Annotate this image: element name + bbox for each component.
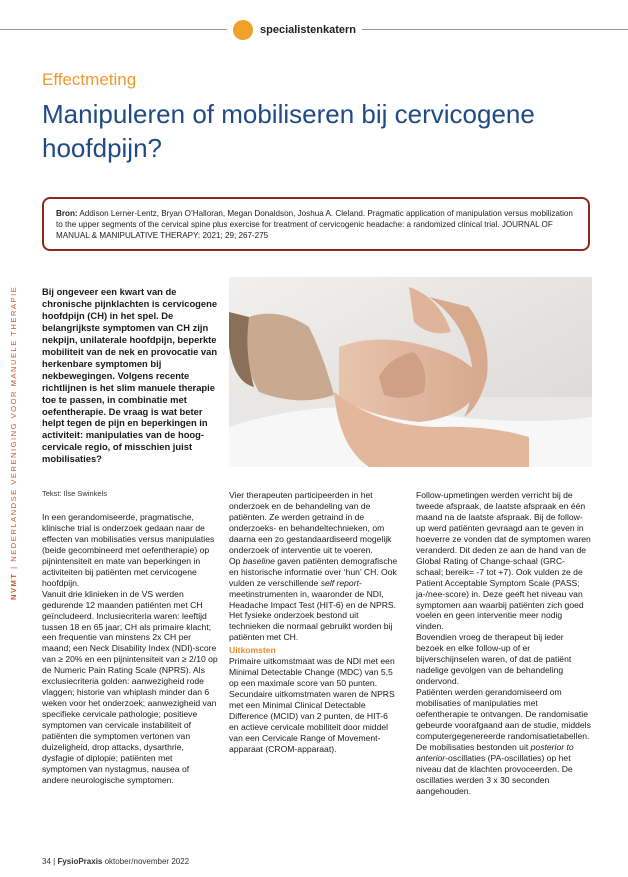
org-long: NEDERLANDSE VERENIGING VOOR MANUELE THERAPIE xyxy=(9,285,18,562)
section-dot-icon xyxy=(233,20,253,40)
text-credit: Tekst: Ilse Swinkels xyxy=(42,489,108,498)
subhead-uitkomsten: Uitkomsten xyxy=(229,645,276,656)
col2-paragraph: Vier therapeuten participeerden in het onderzoek en de behandeling van de patiënten. Ze werden getraind in de onderzoeks- en behandeltechnieken, om daarna een zo gestandaardiseerd mogelijk onderzoek of interventie uit te voeren. xyxy=(229,490,392,555)
column-2 xyxy=(229,490,399,755)
page-number: 34 xyxy=(42,857,51,866)
issue-date: oktober/november 2022 xyxy=(104,857,190,866)
magazine-name: FysioPraxis xyxy=(57,857,103,866)
page-footer xyxy=(42,857,189,866)
col1-paragraph: In een gerandomiseerde, pragmatische, klinische trial is onderzoek gedaan naar de effecten van mobilisaties versus manipulaties (beide gecombineerd met oefentherapie) op pijnintensiteit en mate van beperkingen in activiteiten bij patiënten met cervicogene hoofdpijn. xyxy=(42,512,215,588)
article-kicker: Effectmeting xyxy=(42,70,137,89)
col3-paragraph: De mobilisaties bestonden uit posterior to anterior-oscillaties (PA-oscillaties) op het niveau dat de klachten provoceerden. De oscillaties werden 3 x 30 seconden aangehouden. xyxy=(416,741,574,796)
col1-paragraph: Vanuit drie klinieken in de VS werden gedurende 12 maanden patiënten met CH geïncludeerd. Inclusiecriteria waren: leeftijd tussen 18 en 65 jaar; CH als primaire klacht; een frequentie van minstens 2x CH per maand; een Neck Disability Index (NDI)-score van ≥ 20% en een pijnintensiteit van ≥ 2/10 op de Numeric Pain Rating Scale (NPRS). Als exclusiecriteria golden: aanwezigheid rode vlaggen; historie van whiplash minder dan 6 weken voor het onderzoek; aanwezigheid van specifieke cervicale pathologie; positieve symptomen van cervicale instabiliteit of patiënten die symptomen vertonen van duizeligheid, drop attacks, dysarthrie, dysfagie of diplopie; patiënten met symptomen van nystagmus, nausea of andere neurologische symptomen. xyxy=(42,588,218,785)
therapy-photo-illustration xyxy=(229,277,592,467)
col3-paragraph: Bovendien vroeg de therapeut bij ieder bezoek en elke follow-up of er bijverschijnselen waren, of dat de patiënt nadelige gevolgen van de behandeling ondervond. xyxy=(416,632,572,687)
col3-paragraph: Patiënten werden gerandomiseerd om mobilisaties of manipulaties met oefentherapie te ontvangen. De randomisatie gebeurde voorafgaand aan de studie, middels computergegenereerde randomisatietabellen. xyxy=(416,687,591,741)
section-tab xyxy=(227,18,362,42)
col2-paragraph: Primaire uitkomstmaat was de NDI met een Minimal Detectable Change (MDC) van 5,5 op een maximale score van 50 punten. xyxy=(229,656,395,689)
col2-paragraph: Secundaire uitkomstmaten waren de NPRS met een Minimal Clinical Detectable Difference (MCID) van 2 punten, de HIT-6 en actieve cervicale mobiliteit door middel van een Cervicale Range of Movement-apparaat (CROM-apparaat). xyxy=(229,689,395,754)
org-separator: | xyxy=(9,565,18,569)
footer-separator: | xyxy=(53,857,56,866)
article-title: Manipuleren of mobiliseren bij cervicogene hoofdpijn? xyxy=(42,99,535,163)
column-1 xyxy=(42,512,218,786)
source-label: Bron: xyxy=(56,209,78,218)
source-box xyxy=(42,197,590,251)
sidebar-organization xyxy=(9,60,18,600)
article-intro: Bij ongeveer een kwart van de chronische pijnklachten is cervicogene hoofdpijn (CH) in het spel. De belangrijkste symptomen van CH zijn nekpijn, unilaterale hoofdpijn, beperkte mobiliteit van de nek en provocatie van herkenbare symptomen bij nekbewegingen. Volgens recente richtlijnen is het slim manuele therapie toe te passen, in combinatie met oefentherapie. De vraag is wat beter helpt tegen de pijn en beperkingen in activiteit: manipulaties van de hoog-cervicale regio, of misschien juist mobilisaties? xyxy=(42,286,218,465)
col3-paragraph: Follow-upmetingen werden verricht bij de tweede afspraak, de laatste afspraak en één maand na de laatste afspraak. Bij de follow-up werd patiënten gevraagd aan te geven in hoeverre ze vonden dat de symptomen waren veranderd. Dit deden ze aan de hand van de Global Rating of Change-schaal (GRC-schaal; bereik= -7 tot +7). Ook vulden ze de Patient Acceptable Symptom Scale (PASS; ja-/nee-score) in. Deze geeft het niveau van symptomen aan waarbij patiënten zich goed voelen en geen interventie meer nodig vinden. xyxy=(416,490,591,632)
org-short: NVMT xyxy=(9,572,18,600)
source-text: Addison Lerner-Lentz, Bryan O’Halloran, Megan Donaldson, Joshua A. Cleland. Pragmatic application of manipulation versus mobilization to the upper segments of the cervical spine plus exercise for treatment of cervicogenic headache: a randomized clinical trial. JOURNAL OF MANUAL & MANIPULATIVE THERAPY: 2021; 29; 267-275 xyxy=(56,209,573,240)
section-label: specialistenkatern xyxy=(260,24,356,36)
article-photo xyxy=(229,277,592,467)
col2-paragraph: Op baseline gaven patiënten demografische en historische informatie over ‘hun’ CH. Ook vulden ze verschillende self report-meetinstrumenten in, waaronder de NDI, Headache Impact Test (HIT-6) en de NPRS. Het fysieke onderzoek bestond uit technieken die normaal gebruikt worden bij patiënten met CH. xyxy=(229,555,398,643)
column-3 xyxy=(416,490,592,797)
